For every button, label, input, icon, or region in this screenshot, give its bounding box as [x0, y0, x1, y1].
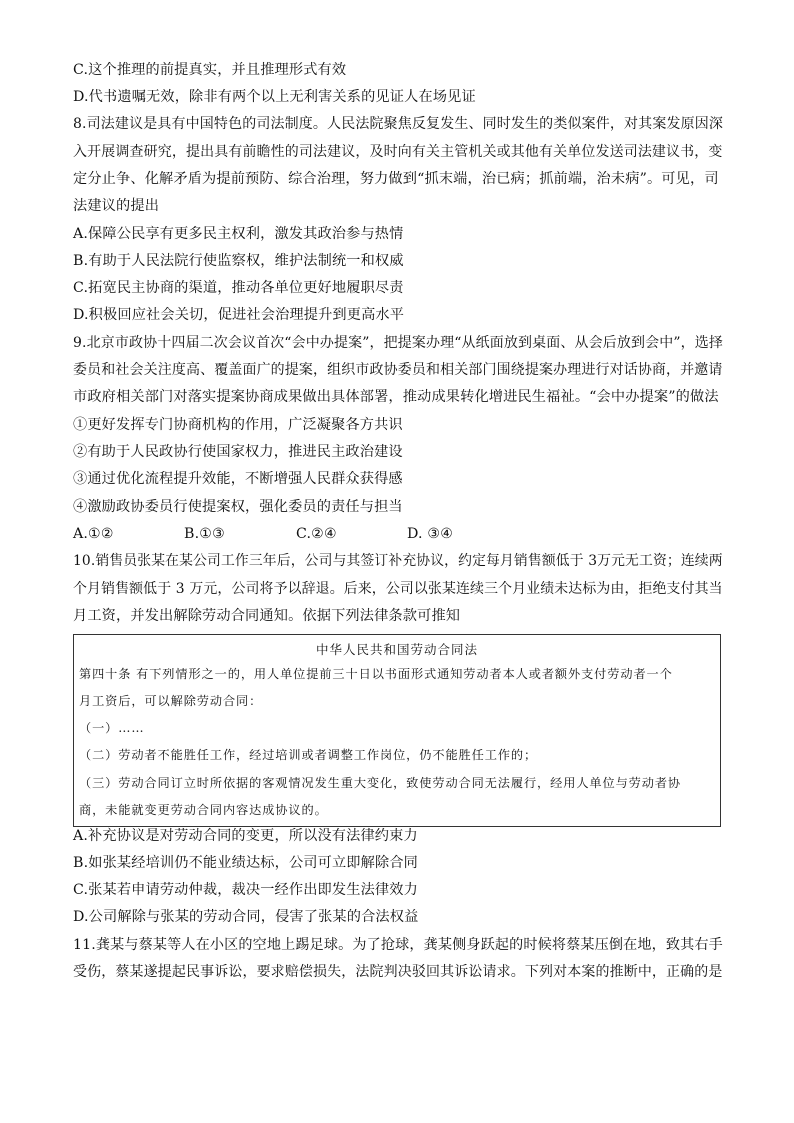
- q8-stem-line-1: 8.司法建议是具有中国特色的司法制度。人民法院聚焦反复发生、同时发生的类似案件，对其案发原因深: [73, 116, 724, 132]
- q9-stem-line-2: 委员和社会关注度高、覆盖面广的提案，组织市政协委员和相关部门围绕提案办理进行对话协商，并邀请: [73, 362, 723, 378]
- q8-stem-line-4: 法建议的提出: [73, 198, 160, 214]
- q10-option-c: C.张某若申请劳动仲裁，裁决一经作出即发生法律效力: [73, 882, 418, 898]
- q10-stem-line-3: 月工资，并发出解除劳动合同通知。依据下列法律条款可推知: [73, 608, 461, 624]
- q10-stem-line-2: 个月销售额低于 3 万元，公司将予以辞退。后来，公司以张某连续三个月业绩未达标为由，拒绝支付其当: [73, 581, 723, 597]
- law-clause-2: （二）劳动者不能胜任工作，经过培训或者调整工作岗位，仍不能胜任工作的；: [79, 748, 538, 762]
- q9-stem-line-1: 9.北京市政协十四届二次会议首次“会中办提案”，把提案办理“从纸面放到桌面、从会后放到会中”，选择: [73, 335, 723, 351]
- q9-option-a: A.①②: [73, 526, 114, 542]
- q10-stem-line-1: 10.销售员张某在某公司工作三年后，公司与其签订补充协议，约定每月销售额低于 3万元无工资；连续两: [73, 553, 723, 569]
- q8-stem-line-2: 入开展调查研究，提出具有前瞻性的司法建议，及时向有关主管机关或其他有关单位发送司法建议书，变: [73, 144, 723, 160]
- q9-statement-3: ③通过优化流程提升效能，不断增强人民群众获得感: [73, 471, 403, 487]
- q8-stem-line-3: 定分止争、化解矛盾为提前预防、综合治理，努力做到“抓末端，治已病；抓前端，治未病”。可见，司: [73, 171, 719, 187]
- law-title: 中华人民共和国劳动合同法: [315, 642, 478, 657]
- q10-option-d: D.公司解除与张某的劳动合同，侵害了张某的合法权益: [73, 909, 419, 925]
- q9-statement-2: ②有助于人民政协行使国家权力，推进民主政治建设: [73, 444, 403, 460]
- q8-option-b: B.有助于人民法院行使监察权，维护法制统一和权威: [73, 253, 404, 269]
- q9-statement-1: ①更好发挥专门协商机构的作用，广泛凝聚各方共识: [73, 417, 403, 433]
- q9-option-b: B.①③: [184, 526, 225, 542]
- q8-option-a: A.保障公民享有更多民主权利，激发其政治参与热情: [73, 226, 404, 242]
- q9-option-c: C.②④: [296, 526, 337, 542]
- q10-option-a: A.补充协议是对劳动合同的变更，所以没有法律约束力: [73, 828, 418, 844]
- law-clause-3-line-1: （三）劳动合同订立时所依据的客观情况发生重大变化，致使劳动合同无法履行，经用人单位与劳动者协: [79, 776, 682, 790]
- q9-statement-4: ④激励政协委员行使提案权，强化委员的责任与担当: [73, 499, 403, 515]
- q9-stem-line-3: 市政府相关部门对落实提案协商成果做出具体部署，推动成果转化增进民生福祉。“会中办提案”的做法: [73, 389, 719, 405]
- q8-option-d: D.积极回应社会关切，促进社会治理提升到更高水平: [73, 307, 405, 323]
- q9-option-d: D. ③④: [407, 526, 454, 542]
- law-article-line-1: 第四十条 有下列情形之一的，用人单位提前三十日以书面形式通知劳动者本人或者额外支付劳动者一个: [79, 667, 673, 681]
- law-clause-1: （一）……: [79, 721, 145, 735]
- q8-option-c: C.拓宽民主协商的渠道，推动各单位更好地履职尽责: [73, 280, 404, 296]
- q7-option-c: C.这个推理的前提真实，并且推理形式有效: [73, 62, 347, 78]
- law-excerpt-box: [73, 634, 721, 827]
- q10-option-b: B.如张某经培训仍不能业绩达标，公司可立即解除合同: [73, 855, 418, 871]
- q11-stem-line-2: 受伤，蔡某遂提起民事诉讼，要求赔偿损失，法院判决驳回其诉讼请求。下列对本案的推断中，正确的是: [73, 964, 723, 980]
- q11-stem-line-1: 11.龚某与蔡某等人在小区的空地上踢足球。为了抢球，龚某侧身跃起的时候将蔡某压倒在地，致其右手: [73, 937, 723, 953]
- law-article-line-2: 月工资后，可以解除劳动合同：: [79, 694, 263, 708]
- law-clause-3-line-2: 商，未能就变更劳动合同内容达成协议的。: [79, 803, 328, 817]
- q7-option-d: D.代书遗嘱无效，除非有两个以上无利害关系的见证人在场见证: [73, 89, 476, 105]
